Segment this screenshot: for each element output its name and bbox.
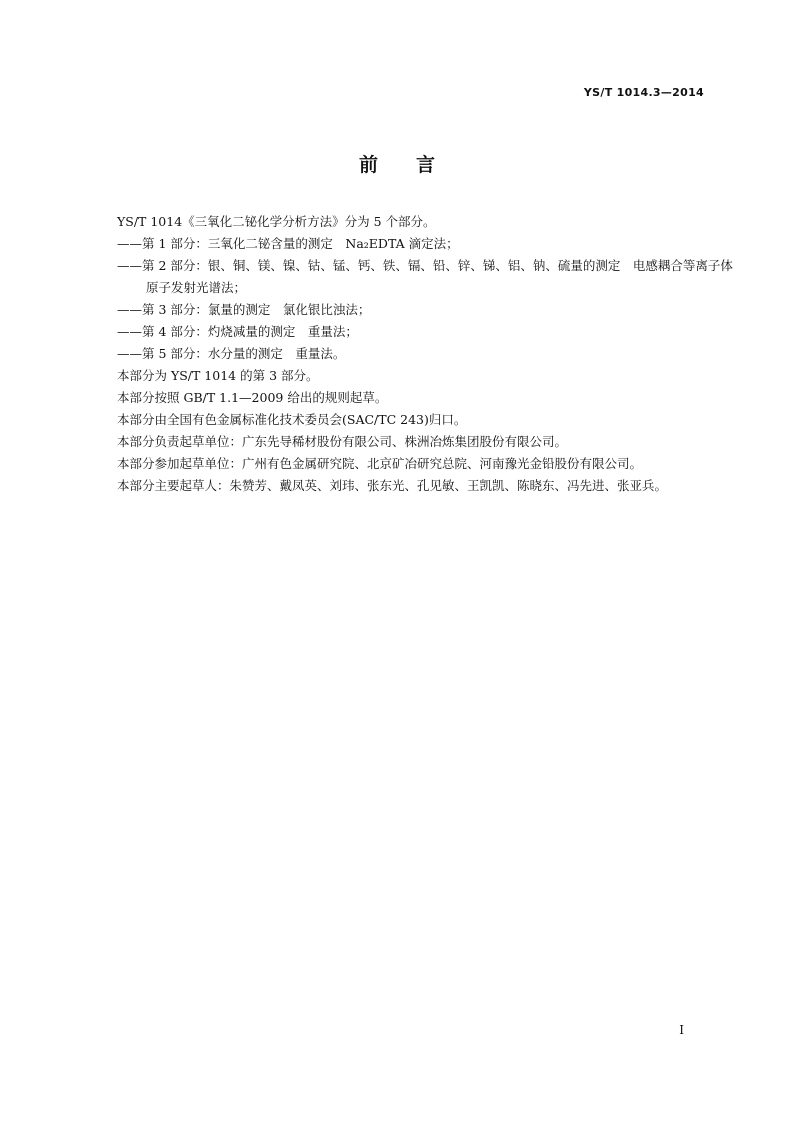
main-authors-line: 本部分主要起草人：朱赞芳、戴凤英、刘玮、张东光、孔见敏、王凯凯、陈晓东、冯先进、张亚兵。 (117, 478, 668, 493)
foreword-body (117, 211, 733, 497)
scope-line: 本部分为 YS/T 1014 的第 3 部分。 (117, 368, 319, 383)
drafting-rules-line: 本部分按照 GB/T 1.1—2009 给出的规则起草。 (117, 390, 388, 405)
committee-line: 本部分由全国有色金属标准化技术委员会(SAC/TC 243)归口。 (117, 412, 467, 427)
part-1-line: ——第 1 部分：三氧化二铋含量的测定 Na₂EDTA 滴定法； (117, 236, 459, 251)
part-5-line: ——第 5 部分：水分量的测定 重量法。 (117, 346, 346, 361)
page-title: 前言 (358, 154, 473, 176)
part-2-line: ——第 2 部分：银、铜、镁、镍、钴、锰、钙、铁、镉、铅、锌、锑、铝、钠、硫量的测定 电感耦合等离子体 (117, 258, 733, 273)
intro-line: YS/T 1014《三氧化二铋化学分析方法》分为 5 个部分。 (117, 214, 436, 229)
participating-drafters-line: 本部分参加起草单位：广州有色金属研究院、北京矿冶研究总院、河南豫光金铅股份有限公司。 (117, 456, 643, 471)
page-number: I (679, 1023, 684, 1037)
part-4-line: ——第 4 部分：灼烧减量的测定 重量法； (117, 324, 358, 339)
part-3-line: ——第 3 部分：氯量的测定 氯化银比浊法； (117, 302, 371, 317)
lead-drafters-line: 本部分负责起草单位：广东先导稀材股份有限公司、株洲冶炼集团股份有限公司。 (117, 434, 568, 449)
document-code: YS/T 1014.3—2014 (583, 86, 704, 99)
part-2-continuation-line: 原子发射光谱法； (146, 280, 247, 295)
